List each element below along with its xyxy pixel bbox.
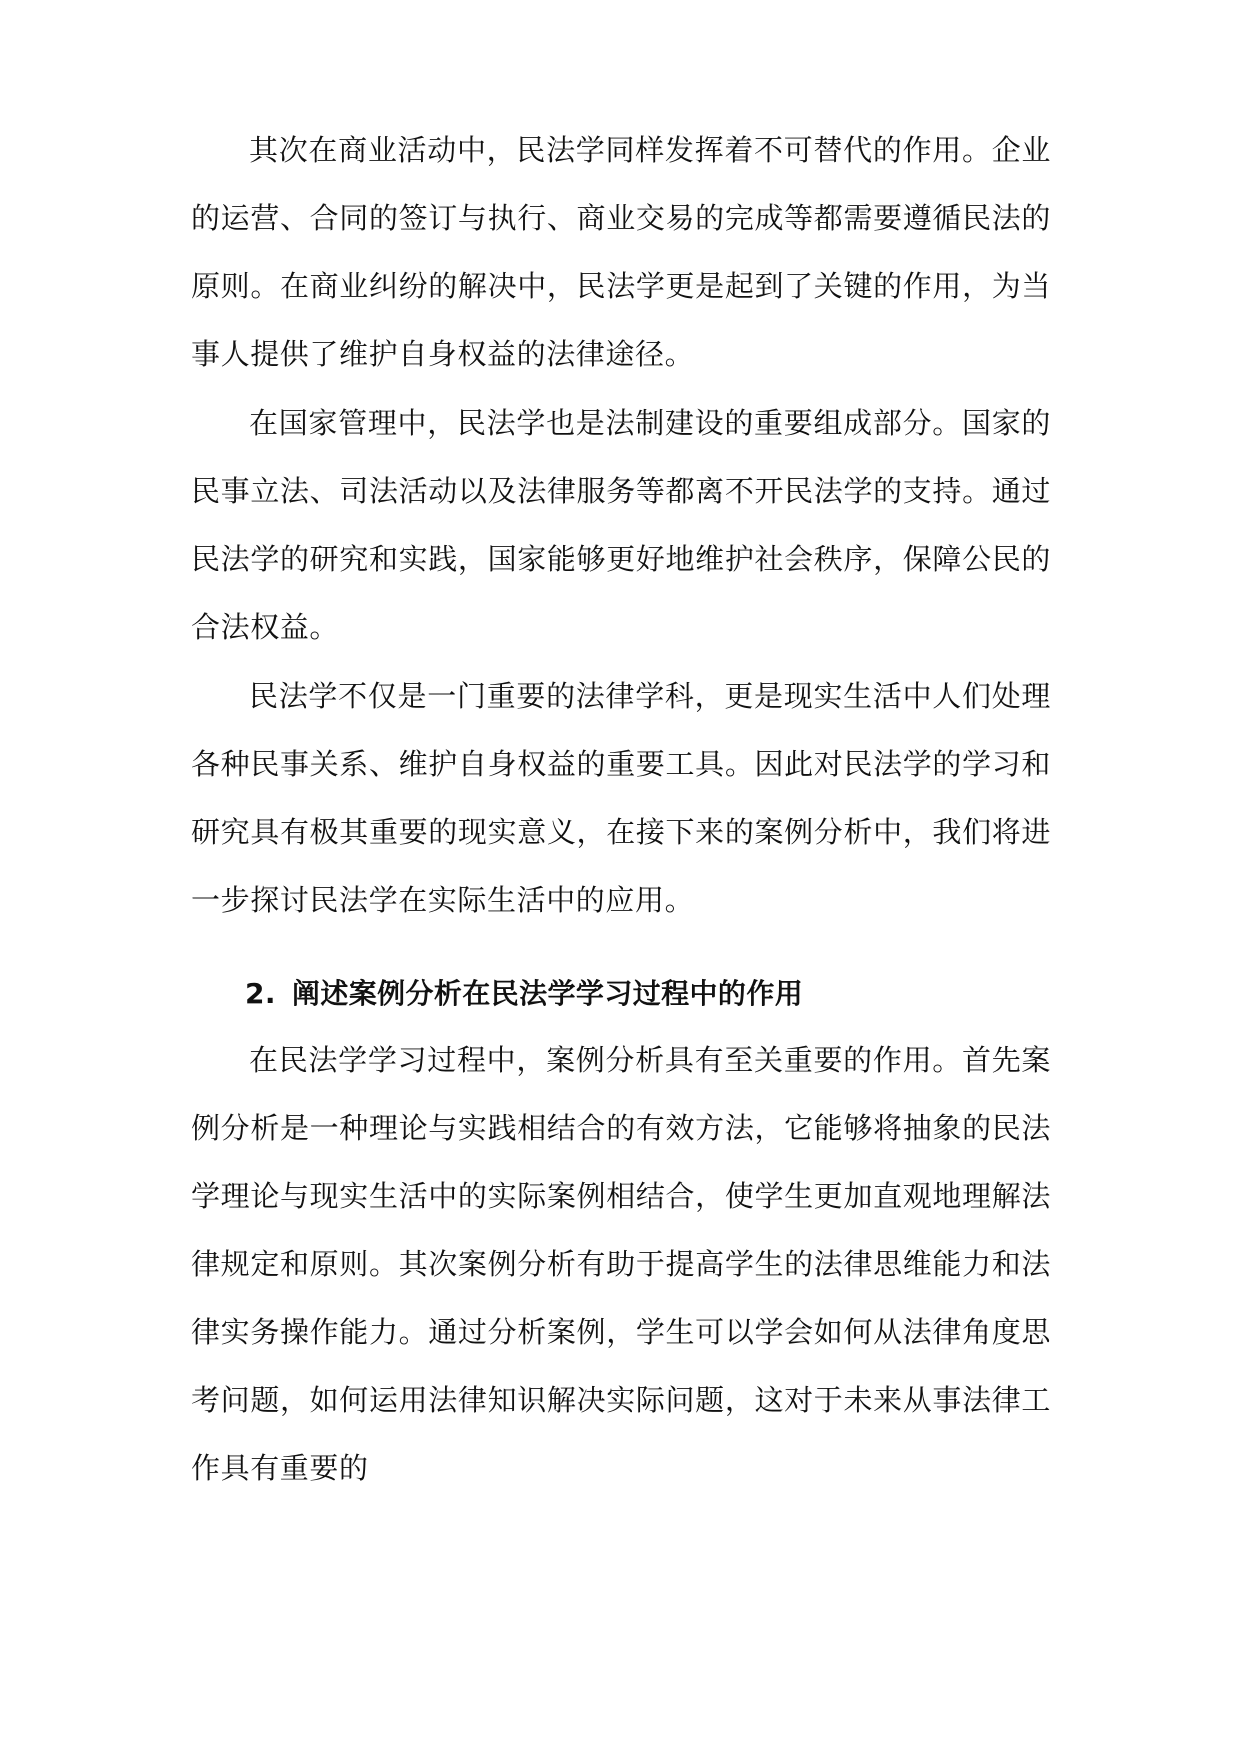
section-number: 2.	[245, 977, 276, 1010]
section-title: 阐述案例分析在民法学学习过程中的作用	[291, 977, 804, 1010]
section-heading	[191, 974, 1051, 1014]
paragraph-state-management: 在国家管理中，民法学也是法制建设的重要组成部分。国家的民事立法、司法活动以及法律服务等都离不开民法学的支持。通过民法学的研究和实践，国家能够更好地维护社会秩序，保障公民的合法权益。	[191, 406, 1051, 644]
paragraph-significance: 民法学不仅是一门重要的法律学科，更是现实生活中人们处理各种民事关系、维护自身权益的重要工具。因此对民法学的学习和研究具有极其重要的现实意义，在接下来的案例分析中，我们将进一步探讨民法学在实际生活中的应用。	[191, 679, 1051, 917]
paragraph-case-analysis: 在民法学学习过程中，案例分析具有至关重要的作用。首先案例分析是一种理论与实践相结合的有效方法，它能够将抽象的民法学理论与现实生活中的实际案例相结合，使学生更加直观地理解法律规定和原则。其次案例分析有助于提高学生的法律思维能力和法律实务操作能力。通过分析案例，学生可以学会如何从法律角度思考问题，如何运用法律知识解决实际问题，这对于未来从事法律工作具有重要的	[191, 1043, 1051, 1485]
paragraph-commercial: 其次在商业活动中，民法学同样发挥着不可替代的作用。企业的运营、合同的签订与执行、商业交易的完成等都需要遵循民法的原则。在商业纠纷的解决中，民法学更是起到了关键的作用，为当事人提供了维护自身权益的法律途径。	[191, 133, 1051, 371]
document-page	[191, 0, 1051, 1754]
